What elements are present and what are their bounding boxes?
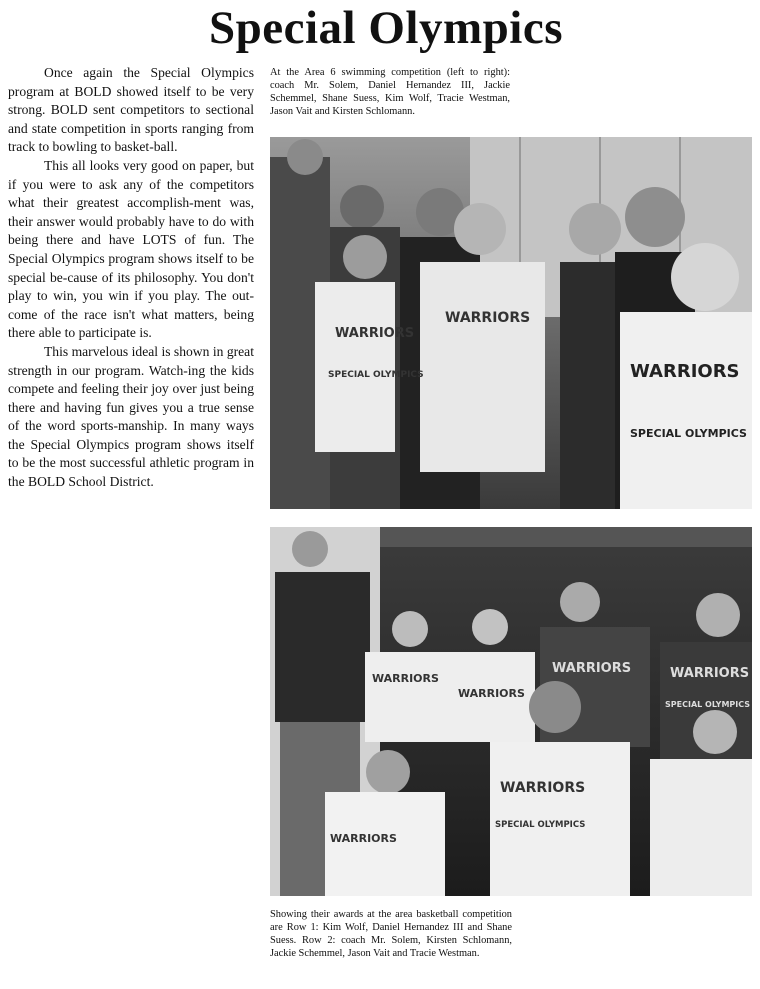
shirt-text-3: SPECIAL OLYMPICS: [328, 370, 424, 380]
page-title: Special Olympics: [209, 2, 563, 54]
shirt-text-b8: SPECIAL OLYMPICS: [495, 820, 586, 830]
shirt-text-5: SPECIAL OLYMPICS: [630, 427, 747, 440]
photo-top-caption: At the Area 6 swimming competition (left to right): coach Mr. Solem, Daniel Hernandez III, Jackie Schemmel, Shane Suess, Kim Wolf, Tracie Westman, Jason Vait and Kirsten Schlomann.: [270, 67, 510, 117]
shirt-text-2: WARRIORS: [445, 310, 531, 326]
shirt-text-b4: WARRIORS: [670, 666, 750, 681]
basketball-team-photo: [270, 527, 752, 896]
shirt-text-b5: SPECIAL OLYMPICS: [665, 700, 751, 709]
paragraph-3: This marvelous ideal is shown in great strength in our program. Watch-ing the kids compete and feeling their joy over just being there and having fun gives you a true sense of the word sports-manship. In many ways the Special Olympics program shows itself to be the most successful athletic program in the BOLD School District.: [8, 343, 254, 490]
shirt-text-4: WARRIORS: [630, 361, 740, 382]
shirt-text-1: WARRIORS: [335, 326, 415, 341]
shirt-text-b6: WARRIORS: [330, 832, 397, 845]
shirt-text-b2: WARRIORS: [458, 687, 525, 700]
shirt-text-b7: WARRIORS: [500, 780, 586, 796]
paragraph-2: This all looks very good on paper, but if you were to ask any of the competitors what their greatest accomplish-ment was, their answer would probably have to do with being there and have LOTS of fun. The Special Olympics program shows itself to be special be-cause of its philosophy. You don't play to win, you win if you play. The out-come of the race isn't what matters, being there able to participate is.: [8, 157, 254, 341]
shirt-text-b3: WARRIORS: [552, 661, 632, 676]
shirt-text-b1: WARRIORS: [372, 672, 439, 685]
photo-bottom-caption: Showing their awards at the area basketball competition are Row 1: Kim Wolf, Daniel Hernandez III and Shane Suess. Row 2: coach Mr. Solem, Kirsten Schlomann, Jackie Schemmel, Jason Vait and Tracie Westman.: [270, 909, 512, 959]
swimming-team-photo: [270, 137, 752, 509]
paragraph-1: Once again the Special Olympics program at BOLD showed itself to be very strong. BOLD sent competitors to sectional and state competition in sports ranging from track to bowling to basket-ball.: [8, 65, 254, 155]
article-body: [8, 64, 254, 492]
